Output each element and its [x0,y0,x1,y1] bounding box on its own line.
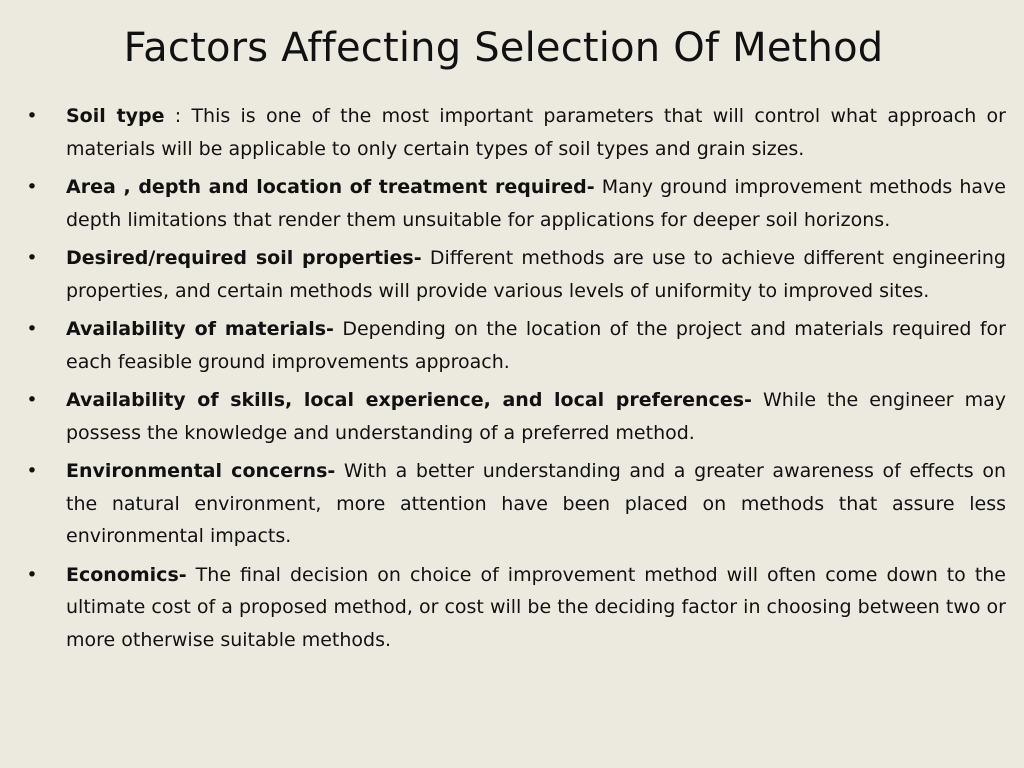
bullet-icon: • [26,460,38,482]
bullet-item-area-depth-location [24,171,1006,236]
bullet-item-soil-type [24,100,1006,165]
bullet-item-economics [24,559,1006,657]
bullet-item-environmental-concerns [24,455,1006,553]
bullet-term: Economics- [66,563,187,586]
bullet-icon: • [26,389,38,411]
bullet-text: The final decision on choice of improvement method will often come down to the ultimate cost of a proposed method, or cost will be the deciding factor in choosing between two or more otherwise suitable methods. [66,563,1006,651]
bullet-icon: • [26,247,38,269]
bullet-separator [752,389,763,411]
bullet-separator [335,460,344,482]
bullet-icon: • [26,563,38,586]
bullet-icon: • [26,176,38,198]
bullet-separator: : [164,105,192,127]
bullet-separator [422,247,430,269]
bullet-text: While the engineer may possess the knowledge and understanding of a preferred method. [66,389,1006,444]
bullet-list [24,100,1006,662]
bullet-item-desired-properties [24,242,1006,307]
bullet-icon: • [26,105,38,127]
slide-title: Factors Affecting Selection Of Method [123,25,884,71]
bullet-text: Different methods are use to achieve different engineering properties, and certain methods will provide various levels of uniformity to improved sites. [66,247,1006,302]
bullet-term: Availability of skills, local experience, and local preferences- [66,389,752,411]
bullet-term: Availability of materials- [66,318,334,340]
bullet-separator [595,176,602,198]
bullet-text: Depending on the location of the project and materials required for each feasible ground improvements approach. [66,318,1006,373]
bullet-icon: • [26,318,38,340]
bullet-item-availability-skills [24,384,1006,449]
bullet-item-availability-materials [24,313,1006,378]
bullet-term: Desired/required soil properties- [66,247,422,269]
bullet-text: Many ground improvement methods have depth limitations that render them unsuitable for applications for deeper soil horizons. [66,176,1006,231]
bullet-term: Soil type [66,105,165,127]
bullet-term: Environmental concerns- [66,460,336,482]
bullet-term: Area , depth and location of treatment required- [66,176,595,198]
bullet-text: With a better understanding and a greater awareness of effects on the natural environment, more attention have been placed on methods that assure less environmental impacts. [66,460,1006,547]
bullet-separator [187,564,196,586]
bullet-text: This is one of the most important parameters that will control what approach or materials will be applicable to only certain types of soil types and grain sizes. [66,105,1006,160]
